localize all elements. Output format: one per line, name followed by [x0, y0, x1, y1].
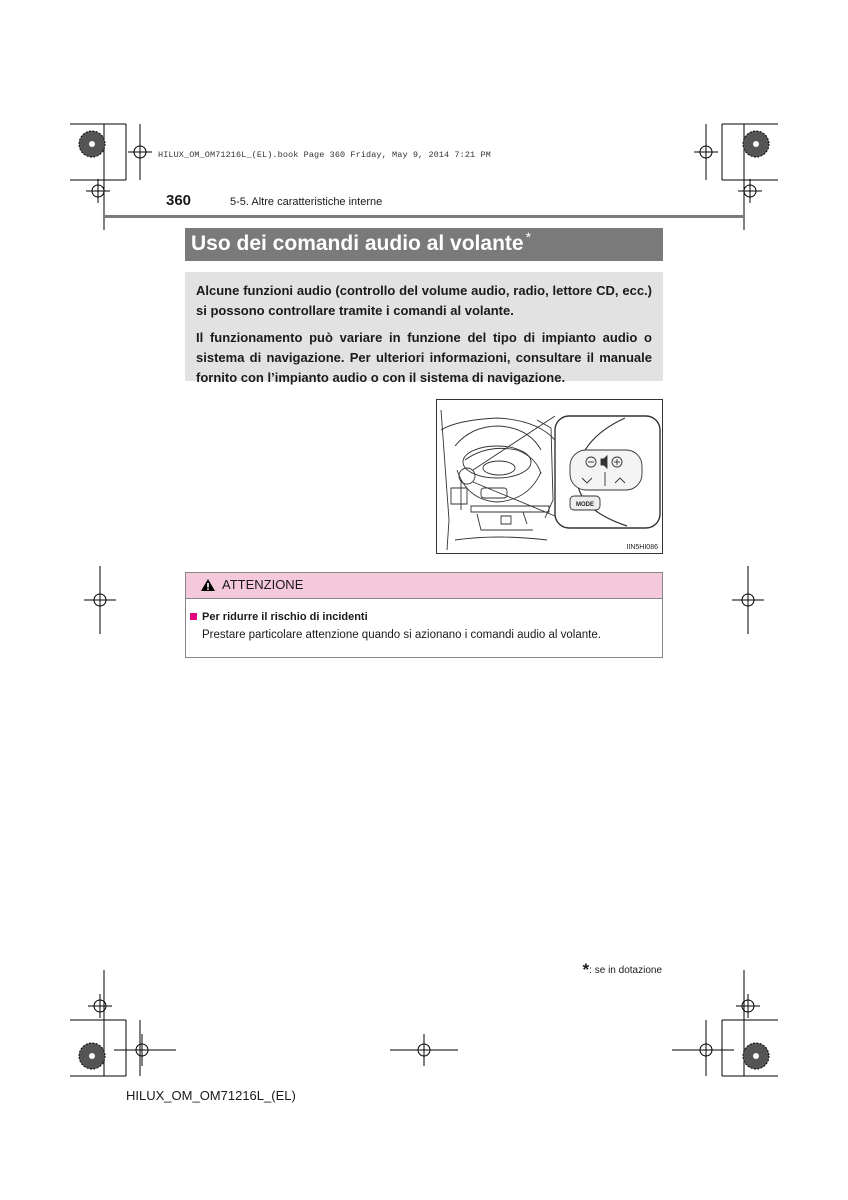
footer-code: HILUX_OM_OM71216L_(EL) — [126, 1088, 296, 1103]
warning-body: Prestare particolare attenzione quando si azionano i comandi audio al volante. — [202, 629, 601, 641]
warning-box — [185, 572, 663, 658]
intro-paragraph-1: Alcune funzioni audio (controllo del volume audio, radio, lettore CD, ecc.) si possono controllare tramite i comandi al volante. — [196, 283, 652, 318]
print-info: HILUX_OM_OM71216L_(EL).book Page 360 Friday, May 9, 2014 7:21 PM — [158, 150, 491, 160]
warning-subheading — [190, 611, 368, 623]
steering-switch-figure — [436, 399, 663, 554]
page-number: 360 — [166, 192, 192, 209]
warning-header — [186, 573, 662, 599]
header-rule — [104, 215, 744, 218]
steering-switch-illustration — [437, 400, 662, 553]
figure-code: IIN5HI086 — [626, 544, 658, 551]
intro-box — [185, 272, 663, 385]
footnote-asterisk: * — [582, 960, 590, 979]
warning-triangle-icon — [200, 578, 216, 592]
page-title-text: Uso dei comandi audio al volante — [191, 232, 524, 255]
warning-subheading-text: Per ridurre il rischio di incidenti — [202, 611, 368, 623]
warning-heading: ATTENZIONE — [222, 577, 304, 592]
footnote — [583, 960, 662, 980]
title-asterisk: * — [525, 229, 532, 245]
footnote-text: : se in dotazione — [589, 965, 662, 976]
mode-button-label: MODE — [576, 502, 594, 508]
intro-paragraph-2: Il funzionamento può variare in funzione del tipo di impianto audio o sistema di navigazione. Per ulteriori informazioni, consultare il manuale fornito con l’impianto audio o con il sistema di navigazione. — [196, 330, 652, 385]
section-reference: 5-5. Altre caratteristiche interne — [230, 196, 383, 208]
page-title — [185, 228, 663, 261]
bullet-square-icon — [190, 613, 197, 620]
